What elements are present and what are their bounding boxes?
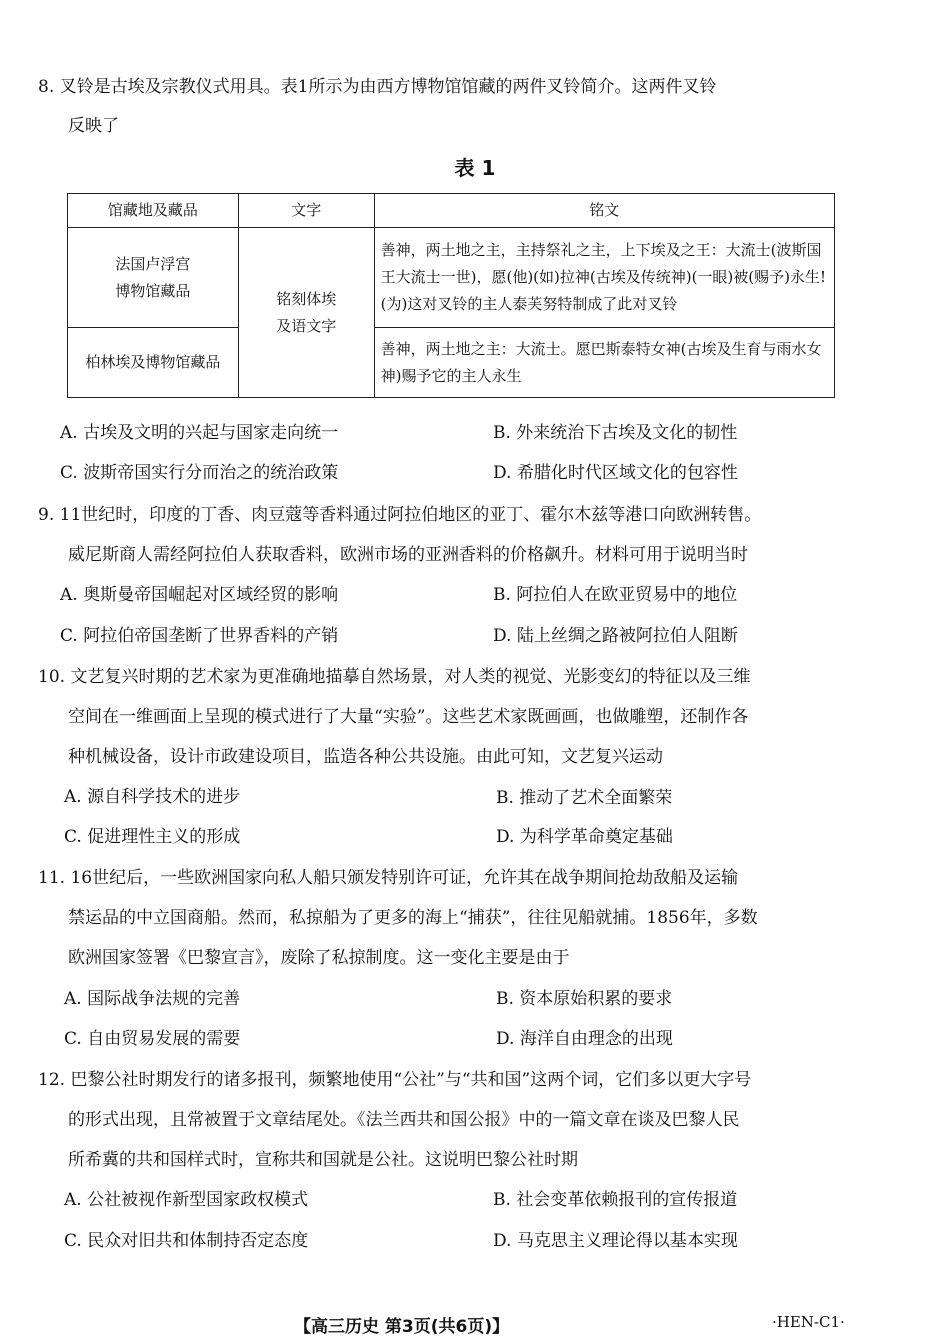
q12-option-d: D. 马克思主义理论得以基本实现 — [493, 1231, 738, 1251]
q12-option-c: C. 民众对旧共和体制持否定态度 — [64, 1231, 309, 1251]
q8-stem-line1: 8. 叉铃是古埃及宗教仪式用具。表1所示为由西方博物馆馆藏的两件叉铃简介。这两件叉铃 — [38, 77, 717, 97]
q12-option-b: B. 社会变革依赖报刊的宣传报道 — [493, 1190, 738, 1210]
q9-option-b: B. 阿拉伯人在欧亚贸易中的地位 — [493, 585, 738, 605]
q12-stem-line1: 12. 巴黎公社时期发行的诸多报刊，频繁地使用“公社”与“共和国”这两个词，它们多以更大字号 — [38, 1070, 752, 1090]
q10-stem-line2: 空间在一维画面上呈现的模式进行了大量“实验”。这些艺术家既画画，也做雕塑，还制作各 — [68, 707, 749, 727]
q9-option-d: D. 陆上丝绸之路被阿拉伯人阻断 — [493, 626, 738, 646]
q10-option-d: D. 为科学革命奠定基础 — [496, 827, 673, 847]
header-inscription: 铭文 — [374, 194, 834, 228]
q11-option-d: D. 海洋自由理念的出现 — [496, 1029, 673, 1049]
row2-inscription: 善神，两土地之主：大流士。愿巴斯泰特女神(古埃及生育与雨水女神)赐予它的主人永生 — [374, 328, 834, 398]
q8-option-c: C. 波斯帝国实行分而治之的统治政策 — [60, 463, 339, 483]
q11-stem-line2: 禁运品的中立国商船。然而，私掠船为了更多的海上“捕获”，往往见船就捕。1856年，多数 — [68, 908, 758, 928]
row1-place-line1: 法国卢浮宫 — [115, 254, 191, 273]
row1-place-line2: 博物馆藏品 — [115, 281, 191, 300]
row1-place — [68, 228, 239, 328]
q12-option-a: A. 公社被视作新型国家政权模式 — [64, 1190, 309, 1210]
script-line2: 及语文字 — [276, 316, 337, 335]
q9-option-c: C. 阿拉伯帝国垄断了世界香料的产销 — [60, 626, 339, 646]
q8-option-b: B. 外来统治下古埃及文化的韧性 — [493, 423, 738, 443]
q9-stem-line1: 9. 11世纪时，印度的丁香、肉豆蔻等香料通过阿拉伯地区的亚丁、霍尔木兹等港口向欧洲转售。 — [38, 505, 762, 525]
q10-option-b: B. 推动了艺术全面繁荣 — [496, 788, 673, 808]
q8-option-d: D. 希腊化时代区域文化的包容性 — [493, 463, 738, 483]
q8-option-a: A. 古埃及文明的兴起与国家走向统一 — [60, 423, 339, 443]
q9-stem-line2: 威尼斯商人需经阿拉伯人获取香料，欧洲市场的亚洲香料的价格飙升。材料可用于说明当时 — [68, 545, 748, 565]
q11-option-a: A. 国际战争法规的完善 — [64, 989, 241, 1009]
q10-option-a: A. 源自科学技术的进步 — [64, 787, 241, 807]
q11-option-c: C. 自由贸易发展的需要 — [64, 1029, 241, 1049]
q11-option-b: B. 资本原始积累的要求 — [496, 989, 673, 1009]
q9-option-a: A. 奥斯曼帝国崛起对区域经贸的影响 — [60, 585, 339, 605]
q8-stem-line2: 反映了 — [68, 116, 119, 136]
artifact-table — [67, 193, 835, 398]
q11-stem-line1: 11. 16世纪后，一些欧洲国家向私人船只颁发特别许可证，允许其在战争期间抢劫敌船及运输 — [38, 868, 739, 888]
paper-code: ·HEN-C1· — [772, 1313, 845, 1331]
table-caption: 表 1 — [454, 156, 496, 180]
header-script: 文字 — [238, 194, 374, 228]
q12-stem-line2: 的形式出现，且常被置于文章结尾处。《法兰西共和国公报》中的一篇文章在谈及巴黎人民 — [68, 1110, 740, 1130]
q10-stem-line3: 种机械设备，设计市政建设项目，监造各种公共设施。由此可知，文艺复兴运动 — [68, 747, 663, 767]
row1-inscription: 善神，两土地之主，主持祭礼之主，上下埃及之王：大流士(波斯国王大流士一世)，愿(他)(如)拉神(古埃及传统神)(一眼)被(赐予)永生!(为)这对叉铃的主人泰芙努特制成了此对叉铃 — [374, 228, 834, 328]
row2-place: 柏林埃及博物馆藏品 — [68, 328, 239, 398]
header-place: 馆藏地及藏品 — [68, 194, 239, 228]
page-footer-title: 【高三历史 第3页(共6页)】 — [294, 1317, 510, 1337]
q12-stem-line3: 所希冀的共和国样式时，宣称共和国就是公社。这说明巴黎公社时期 — [68, 1150, 578, 1170]
script-line1: 铭刻体埃 — [276, 289, 337, 308]
q11-stem-line3: 欧洲国家签署《巴黎宣言》，废除了私掠制度。这一变化主要是由于 — [68, 948, 570, 968]
q10-stem-line1: 10. 文艺复兴时期的艺术家为更准确地描摹自然场景，对人类的视觉、光影变幻的特征以及三维 — [38, 667, 751, 687]
q10-option-c: C. 促进理性主义的形成 — [64, 827, 241, 847]
script-cell — [238, 228, 374, 398]
